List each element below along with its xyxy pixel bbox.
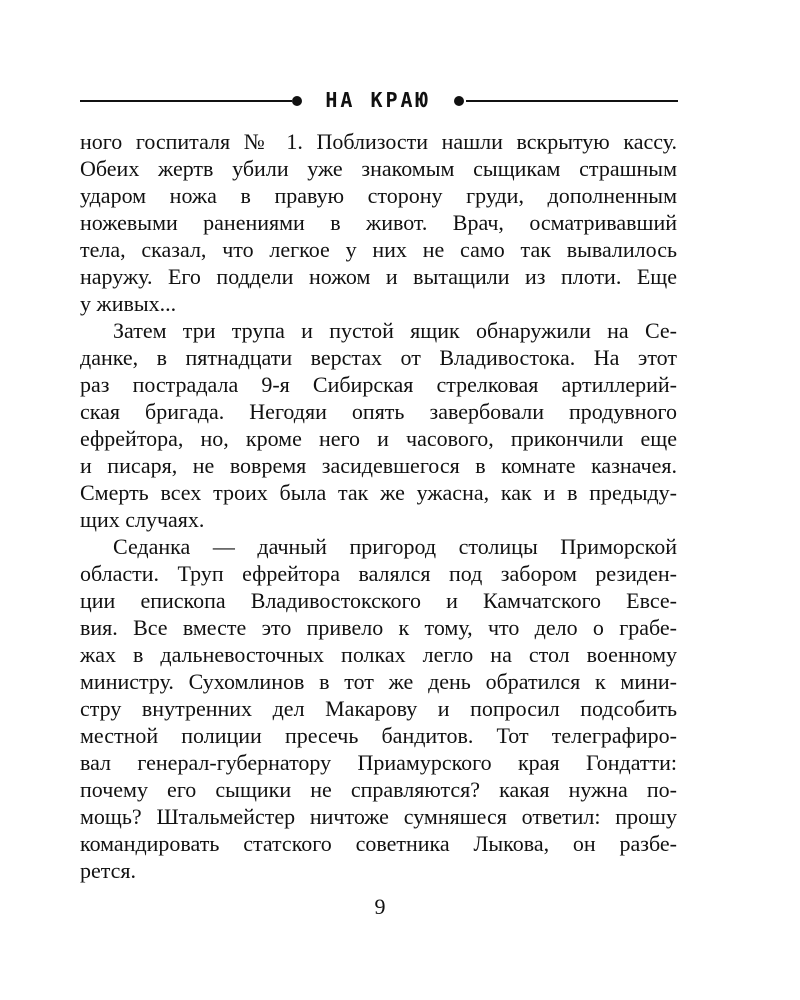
text-line: области. Труп ефрейтора валялся под забором резиден- xyxy=(80,561,677,586)
text-line: раз пострадала 9-я Сибирская стрелковая артиллерий- xyxy=(80,372,677,397)
text-line: Смерть всех троих была так же ужасна, как и в предыду- xyxy=(80,480,677,505)
text-line: почему его сыщики не справляются? какая нужна по- xyxy=(80,777,677,802)
text-line: и писаря, не вовремя засидевшегося в комнате казначея. xyxy=(80,453,677,478)
text-line: Седанка — дачный пригород столицы Приморской xyxy=(113,534,677,559)
text-line: ного госпиталя № 1. Поблизости нашли вскрытую кассу. xyxy=(80,129,677,154)
text-line: у живых... xyxy=(80,291,177,316)
text-line: мощь? Штальмейстер ничтоже сумняшеся ответил: прошу xyxy=(80,804,677,829)
text-line: наружу. Его поддели ножом и вытащили из плоти. Еще xyxy=(80,264,677,289)
text-line: министру. Сухомлинов в тот же день обратился к мини- xyxy=(80,669,677,694)
page-number: 9 xyxy=(374,894,386,919)
text-line: ножевыми ранениями в живот. Врач, осматривавший xyxy=(80,210,677,235)
text-line: жах в дальневосточных полках легло на стол военному xyxy=(80,642,677,667)
running-head-title: НА КРАЮ xyxy=(325,88,431,112)
text-line: рется. xyxy=(80,858,137,883)
text-line: вал генерал-губернатору Приамурского края Гондатти: xyxy=(80,750,677,775)
text-line: щих случаях. xyxy=(80,507,205,532)
text-line: стру внутренних дел Макарову и попросил подсобить xyxy=(80,696,677,721)
text-line: ефрейтора, но, кроме него и часового, прикончили еще xyxy=(80,426,677,451)
text-line: Обеих жертв убили уже знакомым сыщикам страшным xyxy=(80,156,677,181)
text-line: ская бригада. Негодяи опять завербовали продувного xyxy=(80,399,677,424)
text-line: местной полиции пресечь бандитов. Тот телеграфиро- xyxy=(80,723,677,748)
text-line: ции епископа Владивостокского и Камчатского Евсе- xyxy=(80,588,677,613)
text-line: командировать статского советника Лыкова, он разбе- xyxy=(80,831,677,856)
text-line: Затем три трупа и пустой ящик обнаружили на Се- xyxy=(113,318,677,343)
text-line: ударом ножа в правую сторону груди, дополненным xyxy=(80,183,677,208)
text-line: вия. Все вместе это привело к тому, что дело о грабе- xyxy=(80,615,677,640)
text-line: тела, сказал, что легкое у них не само так вывалилось xyxy=(80,237,677,262)
text-line: данке, в пятнадцати верстах от Владивостока. На этот xyxy=(80,345,677,370)
